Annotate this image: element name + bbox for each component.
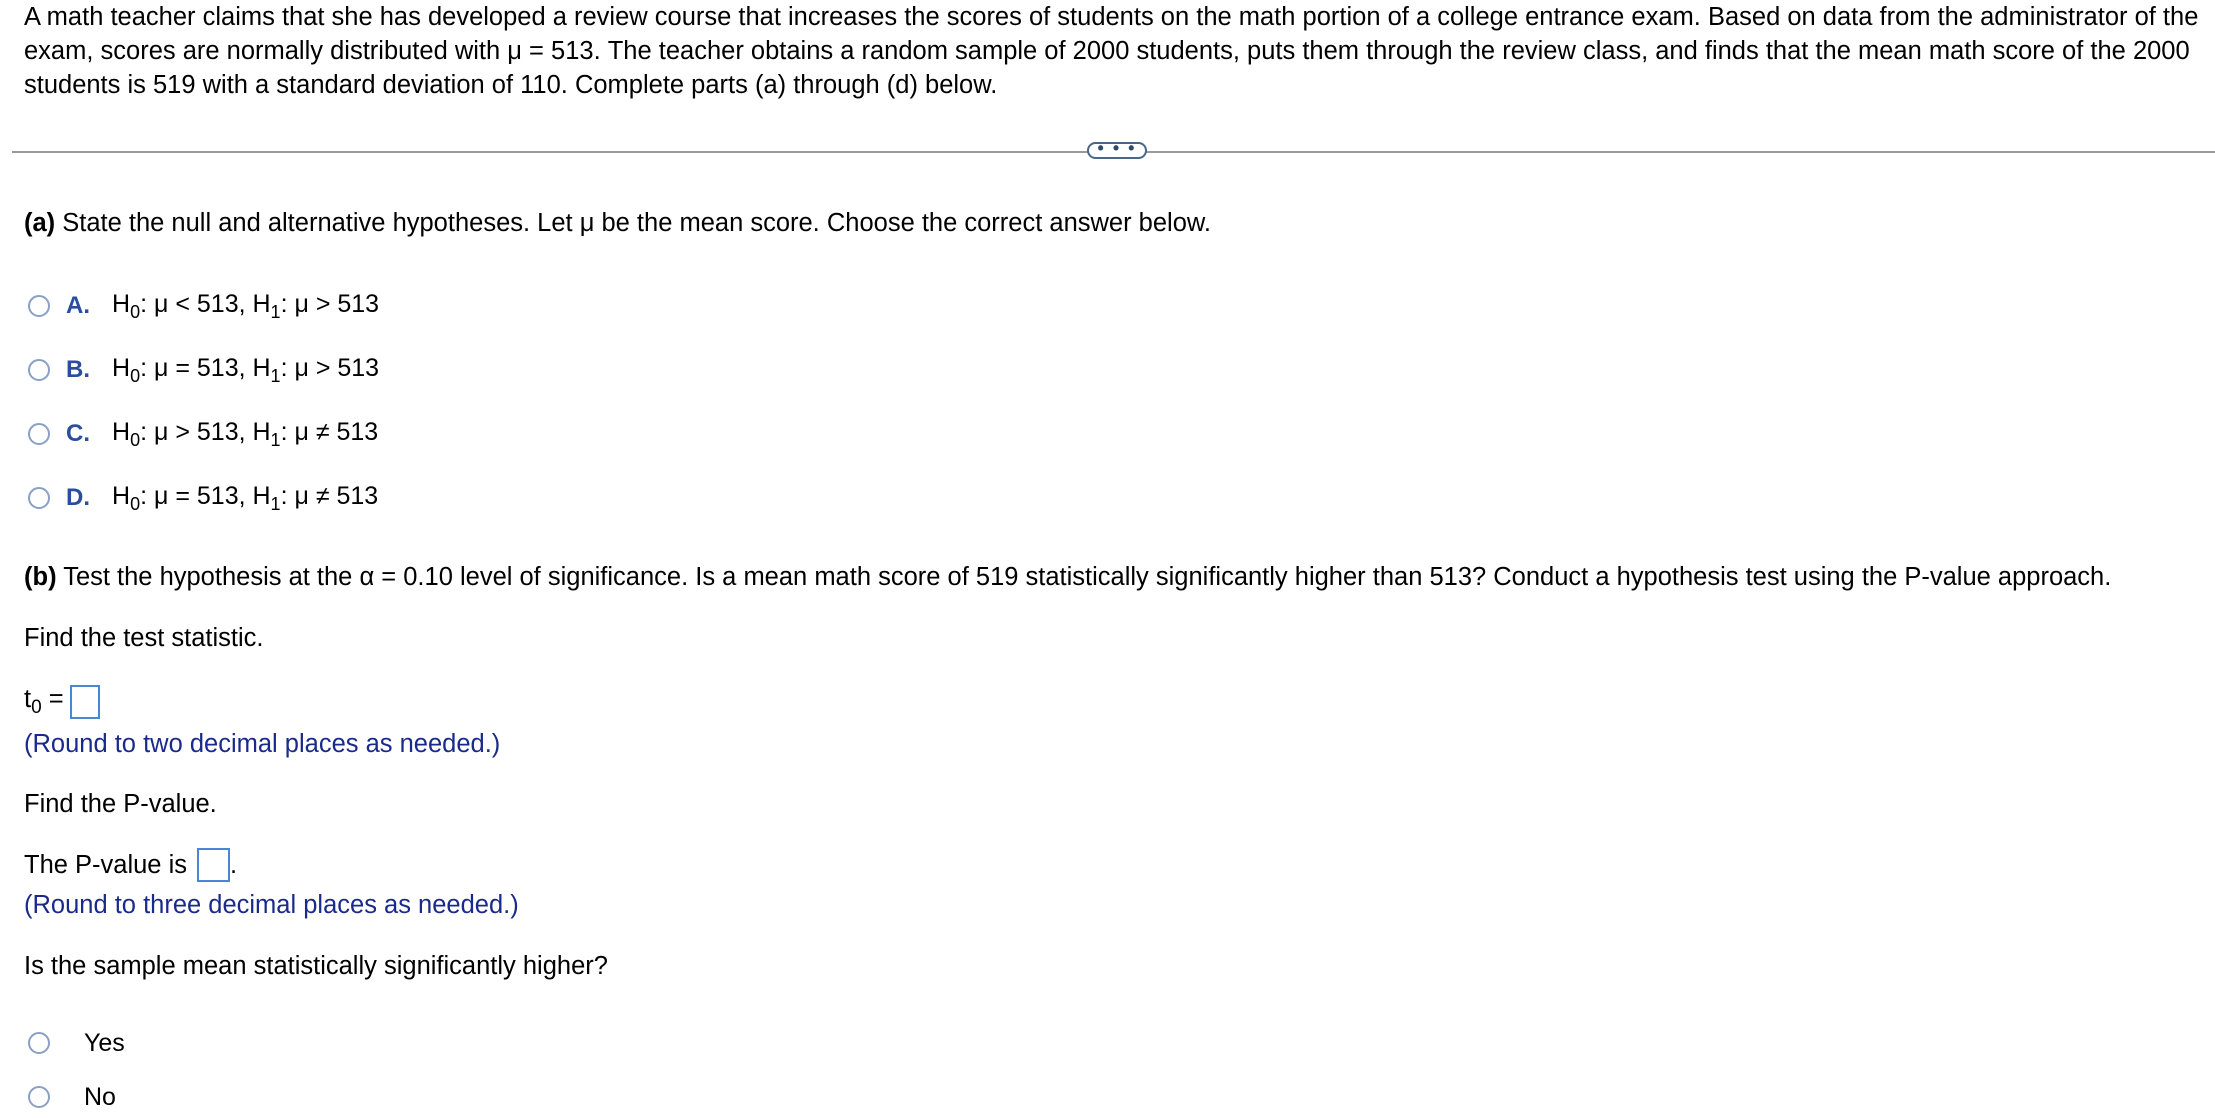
option-c-text: $H_0$: μ > 513, $H_1$: μ ≠ 513 [112, 417, 379, 450]
significance-question: Is the sample mean statistically significantly higher? [24, 952, 608, 980]
part-a-text: State the null and alternative hypotheses. Let μ be the mean score. Choose the correct answer below. [62, 209, 1211, 237]
option-a-radio[interactable] [28, 295, 50, 317]
find-pvalue-text: Find the P-value. [24, 790, 217, 818]
option-d-radio[interactable] [28, 487, 50, 509]
t0-answer-row [24, 685, 100, 719]
pvalue-answer-row [24, 848, 237, 882]
yes-option[interactable] [28, 1026, 125, 1060]
part-b-text: Test the hypothesis at the α = 0.10 level of significance. Is a mean math score of 519 statistically significantly higher than 513? Conduct a hypothesis test using the P-value approach. [63, 563, 2112, 591]
option-d-text: $H_0$: μ = 513, $H_1$: μ ≠ 513 [112, 481, 379, 514]
part-b-question [24, 563, 2111, 592]
pvalue-period: . [230, 850, 238, 879]
no-label: No [84, 1082, 116, 1111]
option-a[interactable] [28, 289, 379, 323]
t0-label: $t_0$ = [24, 685, 64, 718]
option-d-letter: D. [66, 484, 90, 511]
yes-label: Yes [84, 1028, 125, 1057]
option-d[interactable] [28, 481, 378, 515]
option-c[interactable] [28, 417, 378, 451]
pvalue-rounding-hint: (Round to three decimal places as needed.) [24, 891, 519, 919]
t0-rounding-hint: (Round to two decimal places as needed.) [24, 730, 501, 758]
yes-radio[interactable] [28, 1032, 50, 1054]
option-a-letter: A. [66, 292, 90, 319]
t0-input[interactable] [70, 685, 100, 719]
part-a-question [24, 209, 1211, 238]
part-b-label: (b) [24, 563, 57, 591]
option-b[interactable] [28, 353, 379, 387]
pvalue-input[interactable] [197, 848, 230, 882]
option-c-radio[interactable] [28, 423, 50, 445]
option-c-letter: C. [66, 420, 90, 447]
no-option[interactable] [28, 1080, 116, 1114]
option-a-text: $H_0$: μ < 513, $H_1$: μ > 513 [112, 289, 380, 322]
no-radio[interactable] [28, 1086, 50, 1108]
problem-statement: A math teacher claims that she has developed a review course that increases the scores of students on the math portion of a college entrance exam. Based on data from the administrator of the exam, scores are normally distributed with μ = 513. The teacher obtains a random sample of 2000 students, puts them through the review class, and finds that the mean math score of the 2000 students is 519 with a standard deviation of 110. Complete parts (a) through (d) below. [24, 3, 2199, 99]
option-b-text: $H_0$: μ = 513, $H_1$: μ > 513 [112, 353, 380, 386]
expand-more-button[interactable]: • • • [1087, 142, 1147, 159]
find-test-statistic-text: Find the test statistic. [24, 624, 264, 652]
option-b-letter: B. [66, 356, 90, 383]
pvalue-label: The P-value is [24, 850, 187, 879]
part-a-label: (a) [24, 209, 56, 237]
option-b-radio[interactable] [28, 359, 50, 381]
